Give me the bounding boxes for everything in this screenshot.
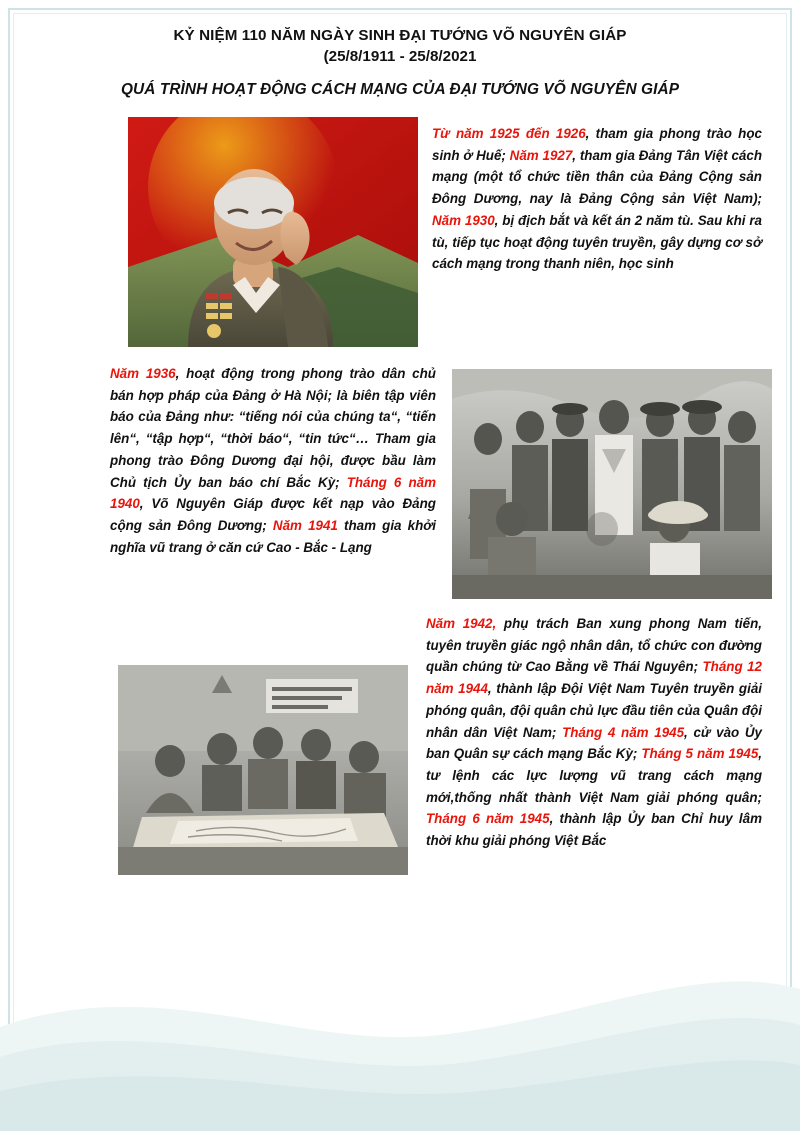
date-highlight: Năm 1942,: [426, 616, 497, 632]
date-highlight: Tháng 5 năm 1945: [641, 746, 759, 762]
poster-body: [0, 117, 800, 875]
body-text-run: , tư lệnh các lực lượng vũ trang cách mạng mới,thống nhất thành Việt Nam giải phóng quân;: [426, 746, 763, 805]
page-title-line-1: KỶ NIỆM 110 NĂM NGÀY SINH ĐẠI TƯỚNG VÕ NGUYÊN GIÁP: [173, 27, 627, 44]
photo-portrait-saluting: [128, 117, 418, 347]
date-highlight: Năm 1927: [509, 147, 573, 163]
paragraph-1: [432, 123, 762, 275]
section-3: [28, 613, 772, 875]
date-highlight: Năm 1941: [272, 517, 338, 533]
paragraph-2: [110, 363, 436, 558]
date-highlight: Tháng 4 năm 1945: [562, 724, 685, 740]
body-text-run: , tham gia Đảng Tân Việt cách mạng (một tổ chức tiền thân của Đảng Cộng sản Đông Dương, nay là Đảng Cộng sản Việt Nam);: [432, 147, 763, 207]
photo-planning-around-map: [118, 665, 408, 875]
photo-group-with-officers: [452, 369, 772, 599]
body-text-run: , hoạt động trong phong trào dân chủ bán hợp pháp của Đảng ở Hà Nội; là biên tập viên báo của Đảng như: “tiếng nói của chúng ta“, “tiến lên“, “tập hợp“, “thời báo“, “tin tức“… Tham gia phong trào Đông Dương đại hội, được bầu làm Chủ tịch Ủy ban báo chí Bắc Kỳ;: [110, 366, 436, 490]
page-subtitle: QUÁ TRÌNH HOẠT ĐỘNG CÁCH MẠNG CỦA ĐẠI TƯỚNG VÕ NGUYÊN GIÁP: [120, 81, 680, 99]
page-title-line-2: (25/8/1911 - 25/8/2021: [323, 47, 477, 65]
body-text-run: , cử vào Ủy ban Quân sự cách mạng Bắc Kỳ;: [426, 724, 762, 762]
section-2: [28, 363, 772, 599]
body-text-run: , thành lập Đội Việt Nam Tuyên truyền giải phóng quân, đội quân chủ lực đầu tiên của Quân đội nhân dân Việt Nam;: [426, 681, 762, 740]
body-text-run: phụ trách Ban xung phong Nam tiến, tuyên truyền giác ngộ nhân dân, tổ chức con đường quần chúng từ Cao Bằng về Thái Nguyên;: [426, 616, 762, 675]
date-highlight: Tháng 6 năm 1945: [426, 811, 550, 827]
date-highlight: Tháng 12 năm 1944: [426, 659, 762, 697]
body-text-run: , thành lập Ủy ban Chỉ huy lâm thời khu giải phóng Việt Bắc: [426, 811, 762, 849]
body-text-run: , tham gia phong trào học sinh ở Huế;: [432, 126, 762, 163]
section-1: [28, 117, 772, 347]
date-highlight: Từ năm 1925 đến 1926: [432, 126, 586, 142]
body-text-run: tham gia khởi nghĩa vũ trang ở căn cứ Cao - Bắc - Lạng: [110, 517, 436, 555]
date-highlight: Năm 1930: [432, 212, 495, 228]
paragraph-3: [426, 613, 762, 852]
poster-header: [0, 0, 800, 99]
body-text-run: , bị địch bắt và kết án 2 năm tù. Sau khi ra tù, tiếp tục hoạt động tuyên truyền, gây dựng cơ sở cách mạng trong thanh niên, học sinh: [432, 212, 762, 272]
body-text-run: , Võ Nguyên Giáp được kết nạp vào Đảng cộng sản Đông Dương;: [110, 496, 436, 533]
date-highlight: Năm 1936: [110, 366, 176, 382]
date-highlight: Tháng 6 năm 1940: [110, 474, 436, 512]
